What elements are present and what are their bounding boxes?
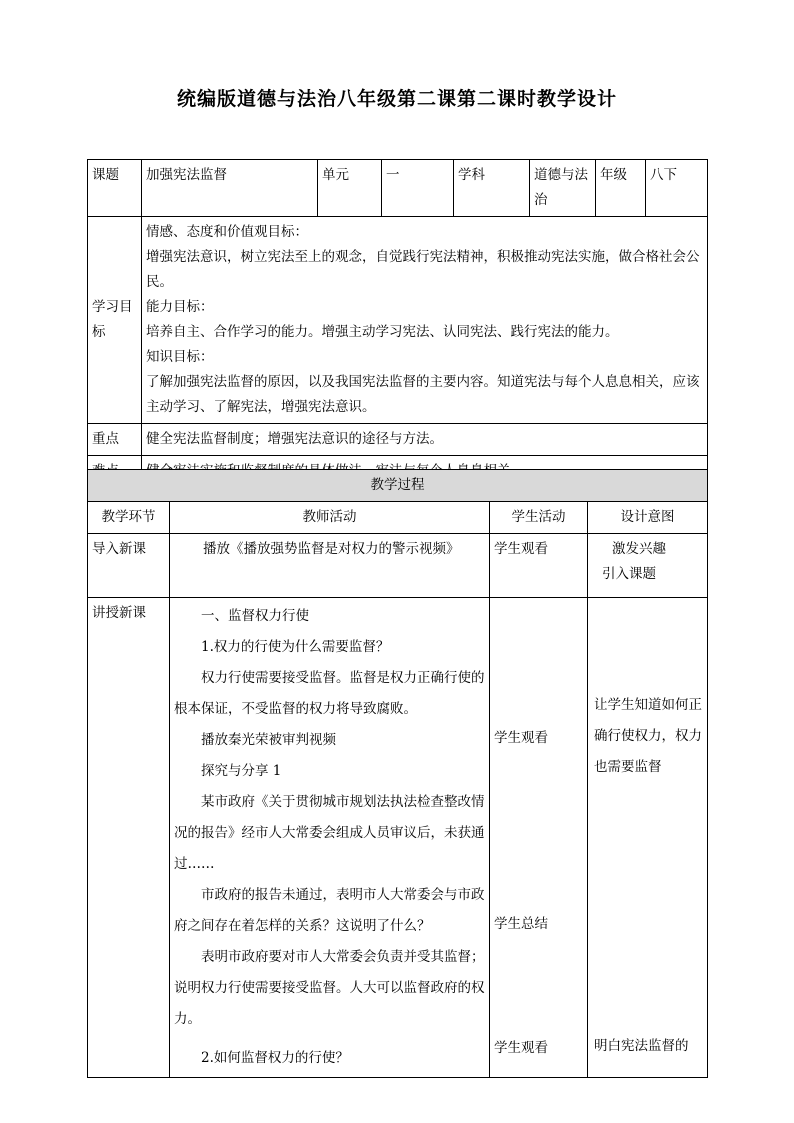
teaching-process-table	[87, 469, 708, 1078]
lecture-intent-1: 让学生知道如何正确行使权力，权力也需要监督	[594, 697, 702, 775]
intro-teacher: 播放《播放强势监督是对权力的警示视频》	[170, 534, 490, 598]
lecture-stage: 讲授新课	[88, 598, 170, 1078]
lecture-teacher	[170, 598, 490, 1078]
intro-stage: 导入新课	[88, 534, 170, 598]
lecture-line: 播放秦光荣被审判视频	[201, 732, 336, 748]
goal-line: 增强宪法意识，树立宪法至上的观念，自觉践行宪法精神，积极推动宪法实施，做合格社会公民。	[146, 249, 700, 290]
intro-intent	[588, 534, 708, 598]
process-header-row	[88, 502, 708, 534]
topic-value: 加强宪法监督	[142, 160, 318, 217]
lecture-student-2: 学生总结	[494, 916, 548, 932]
lecture-student-3: 学生观看	[494, 1040, 548, 1056]
lecture-intent-2: 明白宪法监督的	[594, 1038, 689, 1054]
goal-line: 能力目标：	[146, 299, 214, 315]
goals-label: 学习目标	[88, 217, 142, 424]
header-intent: 设计意图	[588, 502, 708, 534]
lecture-student-1: 学生观看	[494, 730, 548, 746]
goal-line: 知识目标：	[146, 349, 214, 365]
intro-student: 学生观看	[490, 534, 588, 598]
lecture-line: 市政府的报告未通过，表明市人大常委会与市政府之间存在着怎样的关系？这说明了什么？	[174, 887, 485, 934]
unit-value: 一	[382, 160, 454, 217]
lecture-intent	[588, 598, 708, 1078]
lecture-student	[490, 598, 588, 1078]
intro-row	[88, 534, 708, 598]
process-heading-row	[88, 470, 708, 502]
document-title: 统编版道德与法治八年级第二课第二课时教学设计	[176, 88, 617, 110]
header-stage: 教学环节	[88, 502, 170, 534]
topic-label: 课题	[88, 160, 142, 217]
key-row	[88, 424, 708, 456]
lecture-line: 表明市政府要对市人大常委会负责并受其监督；说明权力行使需要接受监督。人大可以监督政府的权力。	[174, 949, 485, 1027]
header-student: 学生活动	[490, 502, 588, 534]
lecture-line: 探究与分享 1	[201, 763, 282, 779]
key-label: 重点	[88, 424, 142, 456]
grade-label: 年级	[596, 160, 646, 217]
lesson-info-table	[87, 159, 708, 488]
goal-line: 情感、态度和价值观目标：	[146, 224, 308, 240]
intro-intent-line: 引入课题	[602, 566, 656, 582]
lecture-line: 2.如何监督权力的行使？	[201, 1050, 349, 1066]
process-heading: 教学过程	[88, 470, 708, 502]
lecture-line: 一、监督权力行使	[201, 608, 309, 624]
grade-value: 八下	[646, 160, 708, 217]
lecture-row	[88, 598, 708, 1078]
lecture-line: 某市政府《关于贯彻城市规划法执法检查整改情况的报告》经市人大常委会组成人员审议后，未获通过……	[174, 794, 485, 872]
subject-label: 学科	[454, 160, 530, 217]
info-row	[88, 160, 708, 217]
goals-content	[142, 217, 708, 424]
goals-row	[88, 217, 708, 424]
unit-label: 单元	[318, 160, 382, 217]
lecture-line: 1.权力的行使为什么需要监督？	[201, 639, 390, 655]
subject-value: 道德与法治	[530, 160, 596, 217]
lecture-line: 权力行使需要接受监督。监督是权力正确行使的根本保证，不受监督的权力将导致腐败。	[174, 670, 485, 717]
header-teacher: 教师活动	[170, 502, 490, 534]
key-value: 健全宪法监督制度；增强宪法意识的途径与方法。	[142, 424, 708, 456]
intro-intent-line: 激发兴趣	[612, 541, 666, 557]
goal-line: 培养自主、合作学习的能力。增强主动学习宪法、认同宪法、践行宪法的能力。	[146, 324, 619, 340]
goal-line: 了解加强宪法监督的原因，以及我国宪法监督的主要内容。知道宪法与每个人息息相关，应该主动学习、了解宪法，增强宪法意识。	[146, 374, 700, 415]
